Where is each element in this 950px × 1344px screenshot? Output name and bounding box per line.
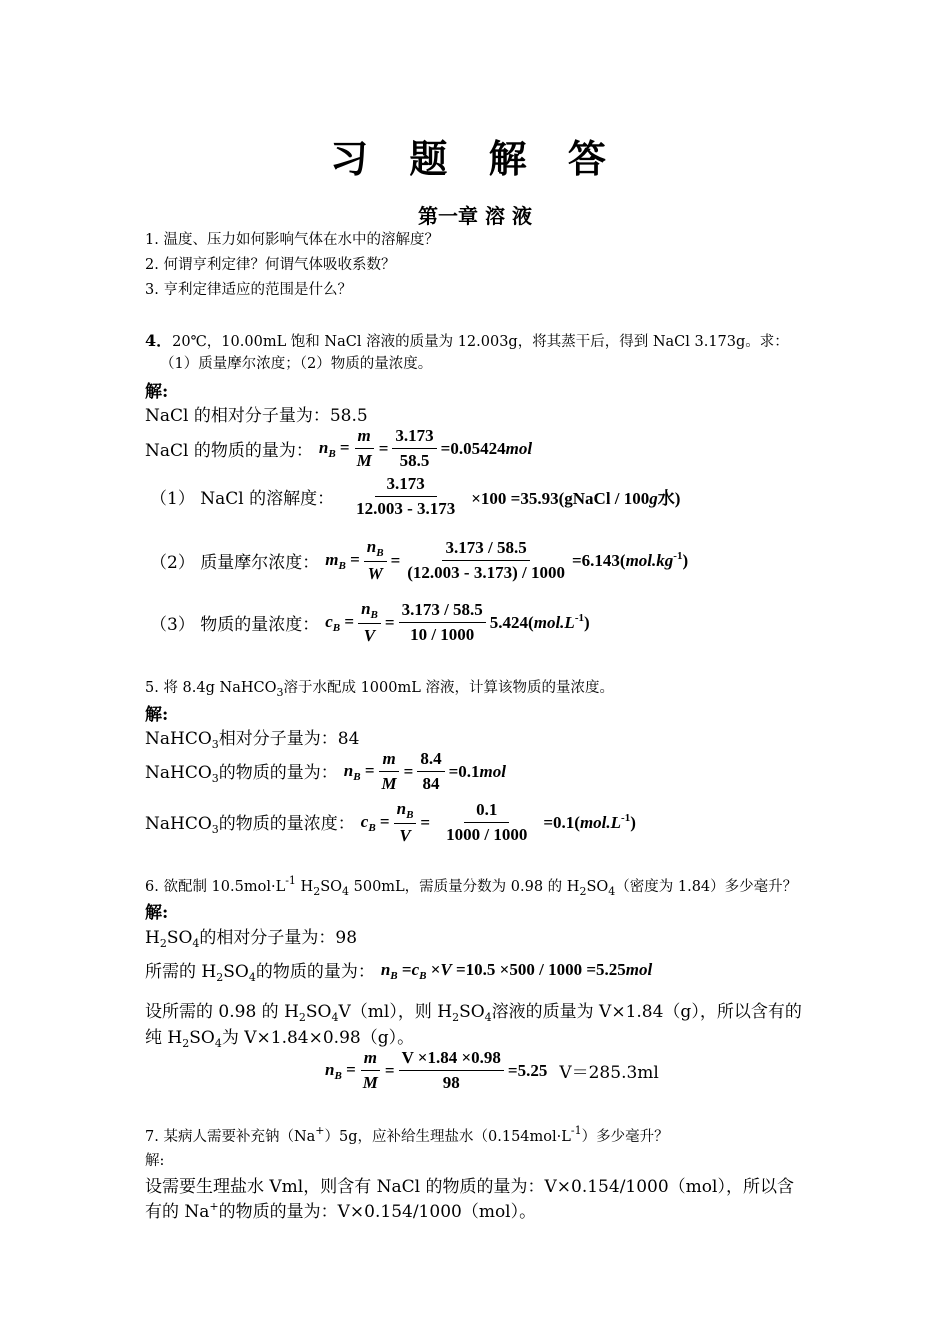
s6-text-line2: 纯 $H_2SO_4$为 V×1.84×0.98（g）。 bbox=[145, 1028, 415, 1050]
chapter-heading: 第一章 溶 液 bbox=[418, 204, 532, 228]
s4-molecular-weight: NaCl 的相对分子量为：58.5 bbox=[145, 406, 368, 426]
s4-item1-formula: （1） NaCl 的溶解度： $\frac{3.173}{12.003 - 3.173}$ ×100 =35.93(gNaCl / 100g水) bbox=[150, 474, 681, 518]
s4-item3-formula: （3） 物质的量浓度： $c_B$ = $\frac{n_B}{V}$ = $\frac{3.173 / 58.5}{10 / 1000}$ $5.424(mol.L^{-1})$ bbox=[150, 599, 590, 645]
s4-item1-label: （1） NaCl 的溶解度： bbox=[150, 489, 335, 509]
s6-volume-result: V＝285.3ml bbox=[559, 1063, 659, 1083]
s5-amount-formula: NaHCO$_3$的物质的量为： $n_B$ = $\frac{m}{M}$ = $\frac{8.4}{84}$ =0.1mol bbox=[145, 749, 506, 793]
s4-amount-label: NaCl 的物质的量为： bbox=[145, 441, 313, 461]
s5-conc-label: NaHCO$_3$的物质的量浓度： bbox=[145, 814, 355, 836]
s6-text-line1: 设所需的 0.98 的 $H_2SO_4V(ml)$，则 $H_2SO_4$溶液的质量为 V×1.84（g），所以含有的 bbox=[145, 1002, 802, 1024]
question-4 bbox=[145, 328, 789, 351]
question-6: 6. 欲配制 $10.5mol\cdot L^{-1}$ $H_2SO_4$ 500mL，需质量分数为 0.98 的 $H_2SO_4$（密度为 1.84）多少毫升？ bbox=[145, 874, 798, 898]
page-title: 习 题 解 答 bbox=[330, 136, 620, 181]
s7-text-line1: 设需要生理盐水 Vml，则含有 NaCl 的物质的量为：V×0.154/1000（mol），所以含 bbox=[145, 1177, 794, 1197]
question-7: 7. 某病人需要补充钠（Na+）5g，应补给生理盐水$(0.154mol\cdot L^{-1})$多少毫升？ bbox=[145, 1124, 669, 1145]
solution-label-7: 解: bbox=[145, 1153, 165, 1169]
question-3: 3. 亨利定律适应的范围是什么？ bbox=[145, 282, 352, 298]
solution-label-4: 解: bbox=[145, 382, 169, 402]
s5-conc-formula: NaHCO$_3$的物质的量浓度： $c_B$ = $\frac{n_B}{V}$ = $\frac{0.1}{1000 / 1000}$ $=0.1(mol.L^{-1})$ bbox=[145, 799, 636, 845]
s6-volume-formula: $n_B$ = $\frac{m}{M}$ = $\frac{V \times 1.84 \times 0.98}{98}$ =5.25 V＝285.3ml bbox=[325, 1048, 659, 1092]
question-5: 5. 将 8.4g NaHCO$_3$溶于水配成 1000mL 溶液，计算该物质的量浓度。 bbox=[145, 680, 614, 699]
s6-need-formula: 所需的 $H_2SO_4$的物质的量为： $n_B =c_B \times V =10.5 \times 500 / 1000 =5.25mol$ bbox=[145, 959, 653, 984]
question-1: 1. 温度、压力如何影响气体在水中的溶解度？ bbox=[145, 232, 439, 248]
question-2: 2. 何谓亨利定律？何谓气体吸收系数？ bbox=[145, 257, 396, 273]
s4-amount-formula: NaCl 的物质的量为： $n_B$ = $\frac{m}{M}$ = $\frac{3.173}{58.5}$ =0.05424mol bbox=[145, 426, 533, 470]
question-4-text: 20℃，10.00mL 饱和 NaCl 溶液的质量为 12.003g，将其蒸干后，得到 NaCl 3.173g。求： bbox=[172, 334, 789, 350]
s4-item2-label: （2） 质量摩尔浓度： bbox=[150, 553, 320, 573]
s6-molecular-weight: $H_2SO_4$的相对分子量为：98 bbox=[145, 928, 358, 950]
s5-molecular-weight: NaHCO$_3$相对分子量为：84 bbox=[145, 729, 360, 751]
s7-text-line2: 有的 Na+的物质的量为：V×0.154/1000（mol）。 bbox=[145, 1200, 537, 1222]
question-4-line2: （1）质量摩尔浓度；（2）物质的量浓度。 bbox=[160, 356, 433, 372]
s4-item2-formula: （2） 质量摩尔浓度： $m_B$ = $\frac{n_B}{W}$ = $\frac{3.173 / 58.5}{(12.003 - 3.173) / 1000}$ $=6.143(mol.kg^{-1})$ bbox=[150, 537, 689, 583]
solution-label-5: 解: bbox=[145, 705, 169, 725]
s5-amount-label: NaHCO$_3$的物质的量为： bbox=[145, 763, 338, 785]
s4-item3-label: （3） 物质的量浓度： bbox=[150, 615, 320, 635]
solution-label-6: 解: bbox=[145, 903, 169, 923]
question-4-number: 4． bbox=[145, 331, 173, 350]
